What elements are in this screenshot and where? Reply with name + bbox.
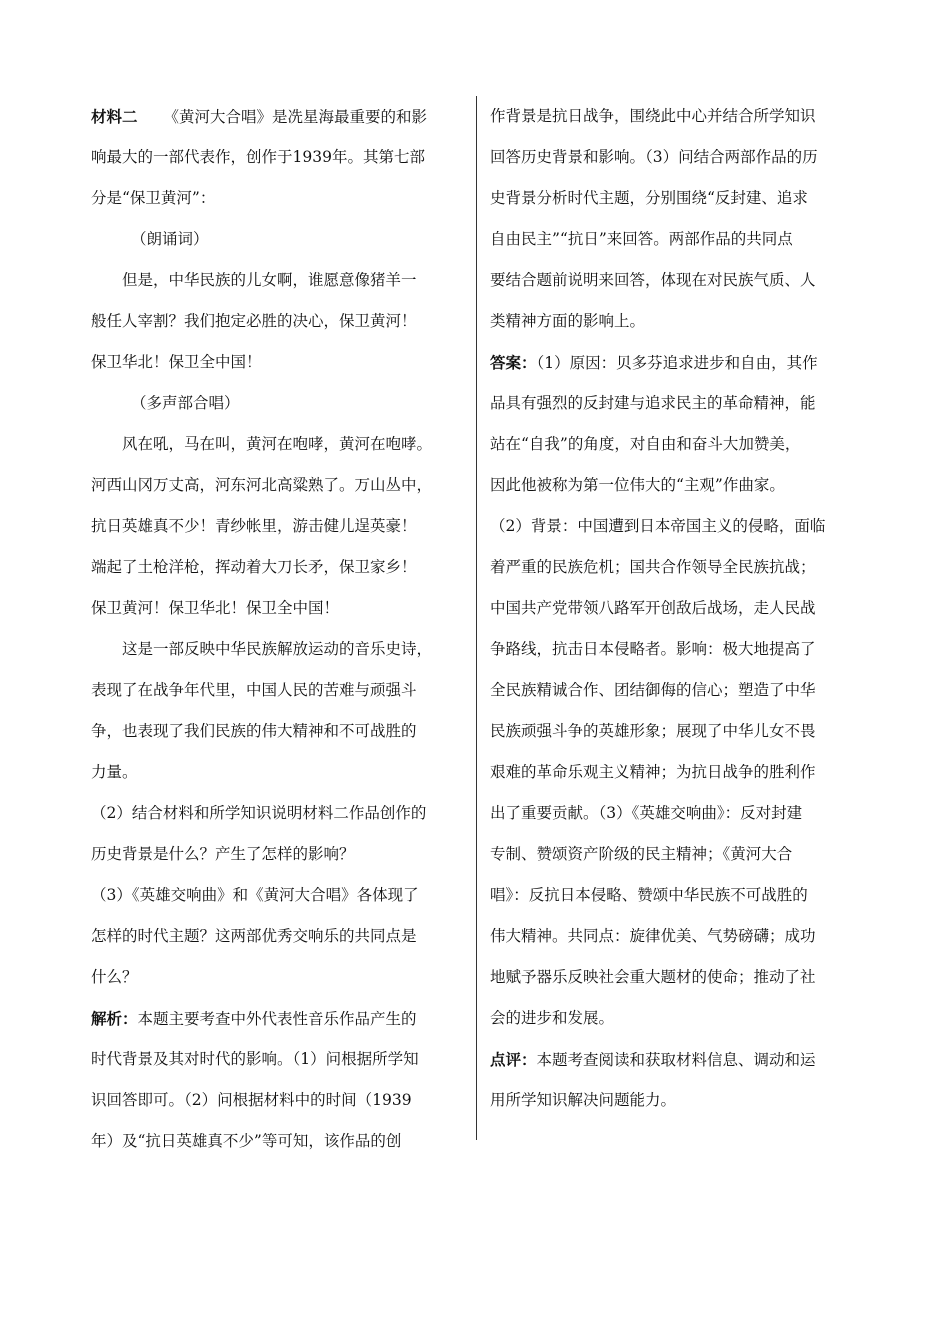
text-line: 品具有强烈的反封建与追求民主的革命精神，能	[490, 394, 816, 412]
text-line: 专制、赞颂资产阶级的民主精神；《黄河大合	[490, 845, 793, 863]
text-line: 这是一部反映中华民族解放运动的音乐史诗，	[122, 640, 433, 658]
text-line: 表现了在战争年代里，中国人民的苦难与顽强斗	[91, 681, 417, 699]
text-line: 着严重的民族危机；国共合作领导全民族抗战；	[490, 558, 816, 576]
text-line: 年）及“抗日英雄真不少”等可知，该作品的创	[91, 1132, 402, 1150]
text-line: 端起了土枪洋枪，挥动着大刀长矛，保卫家乡！	[91, 558, 417, 576]
question-2-line: 历史背景是什么？产生了怎样的影响？	[91, 845, 355, 863]
recitation-label: （朗诵词）	[131, 230, 209, 248]
answer-heading-line	[490, 342, 862, 383]
comment-text: 本题考查阅读和获取材料信息、调动和运	[536, 1051, 816, 1069]
text-line: 抗日英雄真不少！青纱帐里，游击健儿逞英豪！	[91, 517, 417, 535]
question-2-line: （2）结合材料和所学知识说明材料二作品创作的	[91, 804, 427, 822]
text-line: 中国共产党带领八路军开创敌后战场，走人民战	[490, 599, 816, 617]
text-line: 要结合题前说明来回答，体现在对民族气质、人	[490, 271, 816, 289]
text-line: 作背景是抗日战争，围绕此中心并结合所学知识	[490, 107, 816, 125]
answer-label: 答案：	[490, 353, 537, 372]
text-line: 出了重要贡献。（3）《英雄交响曲》：反对封建	[490, 804, 803, 822]
analysis-text: 本题主要考查中外代表性音乐作品产生的	[137, 1010, 417, 1028]
right-column	[490, 96, 862, 1121]
text-line: 河西山冈万丈高，河东河北高粱熟了。万山丛中，	[91, 476, 433, 494]
text-line: 争路线，抗击日本侵略者。影响：极大地提高了	[490, 640, 816, 658]
text-line: 地赋予器乐反映社会重大题材的使命；推动了社	[490, 968, 816, 986]
text-line: 全民族精诚合作、团结御侮的信心；塑造了中华	[490, 681, 816, 699]
text-line: 因此他被称为第一位伟大的“主观”作曲家。	[490, 476, 785, 494]
chorus-label: （多声部合唱）	[131, 394, 240, 412]
text-line: 会的进步和发展。	[490, 1009, 615, 1027]
text-line: 般任人宰割？我们抱定必胜的决心，保卫黄河！	[91, 312, 417, 330]
text-line: 自由民主”“抗日”来回答。两部作品的共同点	[490, 230, 793, 248]
material-text: 《黄河大合唱》是冼星海最重要的和影	[163, 108, 428, 126]
analysis-heading-line	[91, 998, 463, 1039]
text-line: 争，也表现了我们民族的伟大精神和不可战胜的	[91, 722, 417, 740]
text-line: 保卫华北！保卫全中国！	[91, 353, 262, 371]
column-divider	[476, 96, 477, 1140]
text-line: 民族顽强斗争的英雄形象；展现了中华儿女不畏	[490, 722, 816, 740]
text-line: 风在吼，马在叫，黄河在咆哮，黄河在咆哮。	[122, 435, 433, 453]
question-3-line: 怎样的时代主题？这两部优秀交响乐的共同点是	[91, 927, 417, 945]
left-column	[91, 96, 463, 1162]
text-line: 但是，中华民族的儿女啊，谁愿意像猪羊一	[122, 271, 417, 289]
text-line: 艰难的革命乐观主义精神；为抗日战争的胜利作	[490, 763, 816, 781]
text-line: 分是“保卫黄河”：	[91, 189, 216, 207]
analysis-label: 解析：	[91, 1009, 138, 1028]
text-line: 时代背景及其对时代的影响。（1）问根据所学知	[91, 1050, 419, 1068]
text-line: 响最大的一部代表作，创作于1939年。其第七部	[91, 148, 425, 166]
text-line: 回答历史背景和影响。（3）问结合两部作品的历	[490, 148, 818, 166]
text-line: 力量。	[91, 763, 138, 781]
answer-text: （1）原因：贝多芬追求进步和自由，其作	[536, 354, 818, 372]
material-heading-line	[91, 96, 463, 137]
text-line: 史背景分析时代主题，分别围绕“反封建、追求	[490, 189, 808, 207]
text-line: 识回答即可。（2）问根据材料中的时间（1939	[91, 1091, 412, 1109]
text-line: 保卫黄河！保卫华北！保卫全中国！	[91, 599, 340, 617]
text-line: 伟大精神。共同点：旋律优美、气势磅礴；成功	[490, 927, 816, 945]
comment-label: 点评：	[490, 1050, 537, 1069]
comment-heading-line	[490, 1039, 862, 1080]
text-line: 类精神方面的影响上。	[490, 312, 646, 330]
question-3-line: 什么？	[91, 968, 138, 986]
text-line: 用所学知识解决问题能力。	[490, 1091, 677, 1109]
text-line: 站在“自我”的角度，对自由和奋斗大加赞美，	[490, 435, 801, 453]
text-line: 唱》：反抗日本侵略、赞颂中华民族不可战胜的	[490, 886, 808, 904]
material-label: 材料二	[91, 107, 138, 126]
text-line: （2）背景：中国遭到日本帝国主义的侵略，面临	[490, 517, 826, 535]
question-3-line: （3）《英雄交响曲》和《黄河大合唱》各体现了	[91, 886, 419, 904]
